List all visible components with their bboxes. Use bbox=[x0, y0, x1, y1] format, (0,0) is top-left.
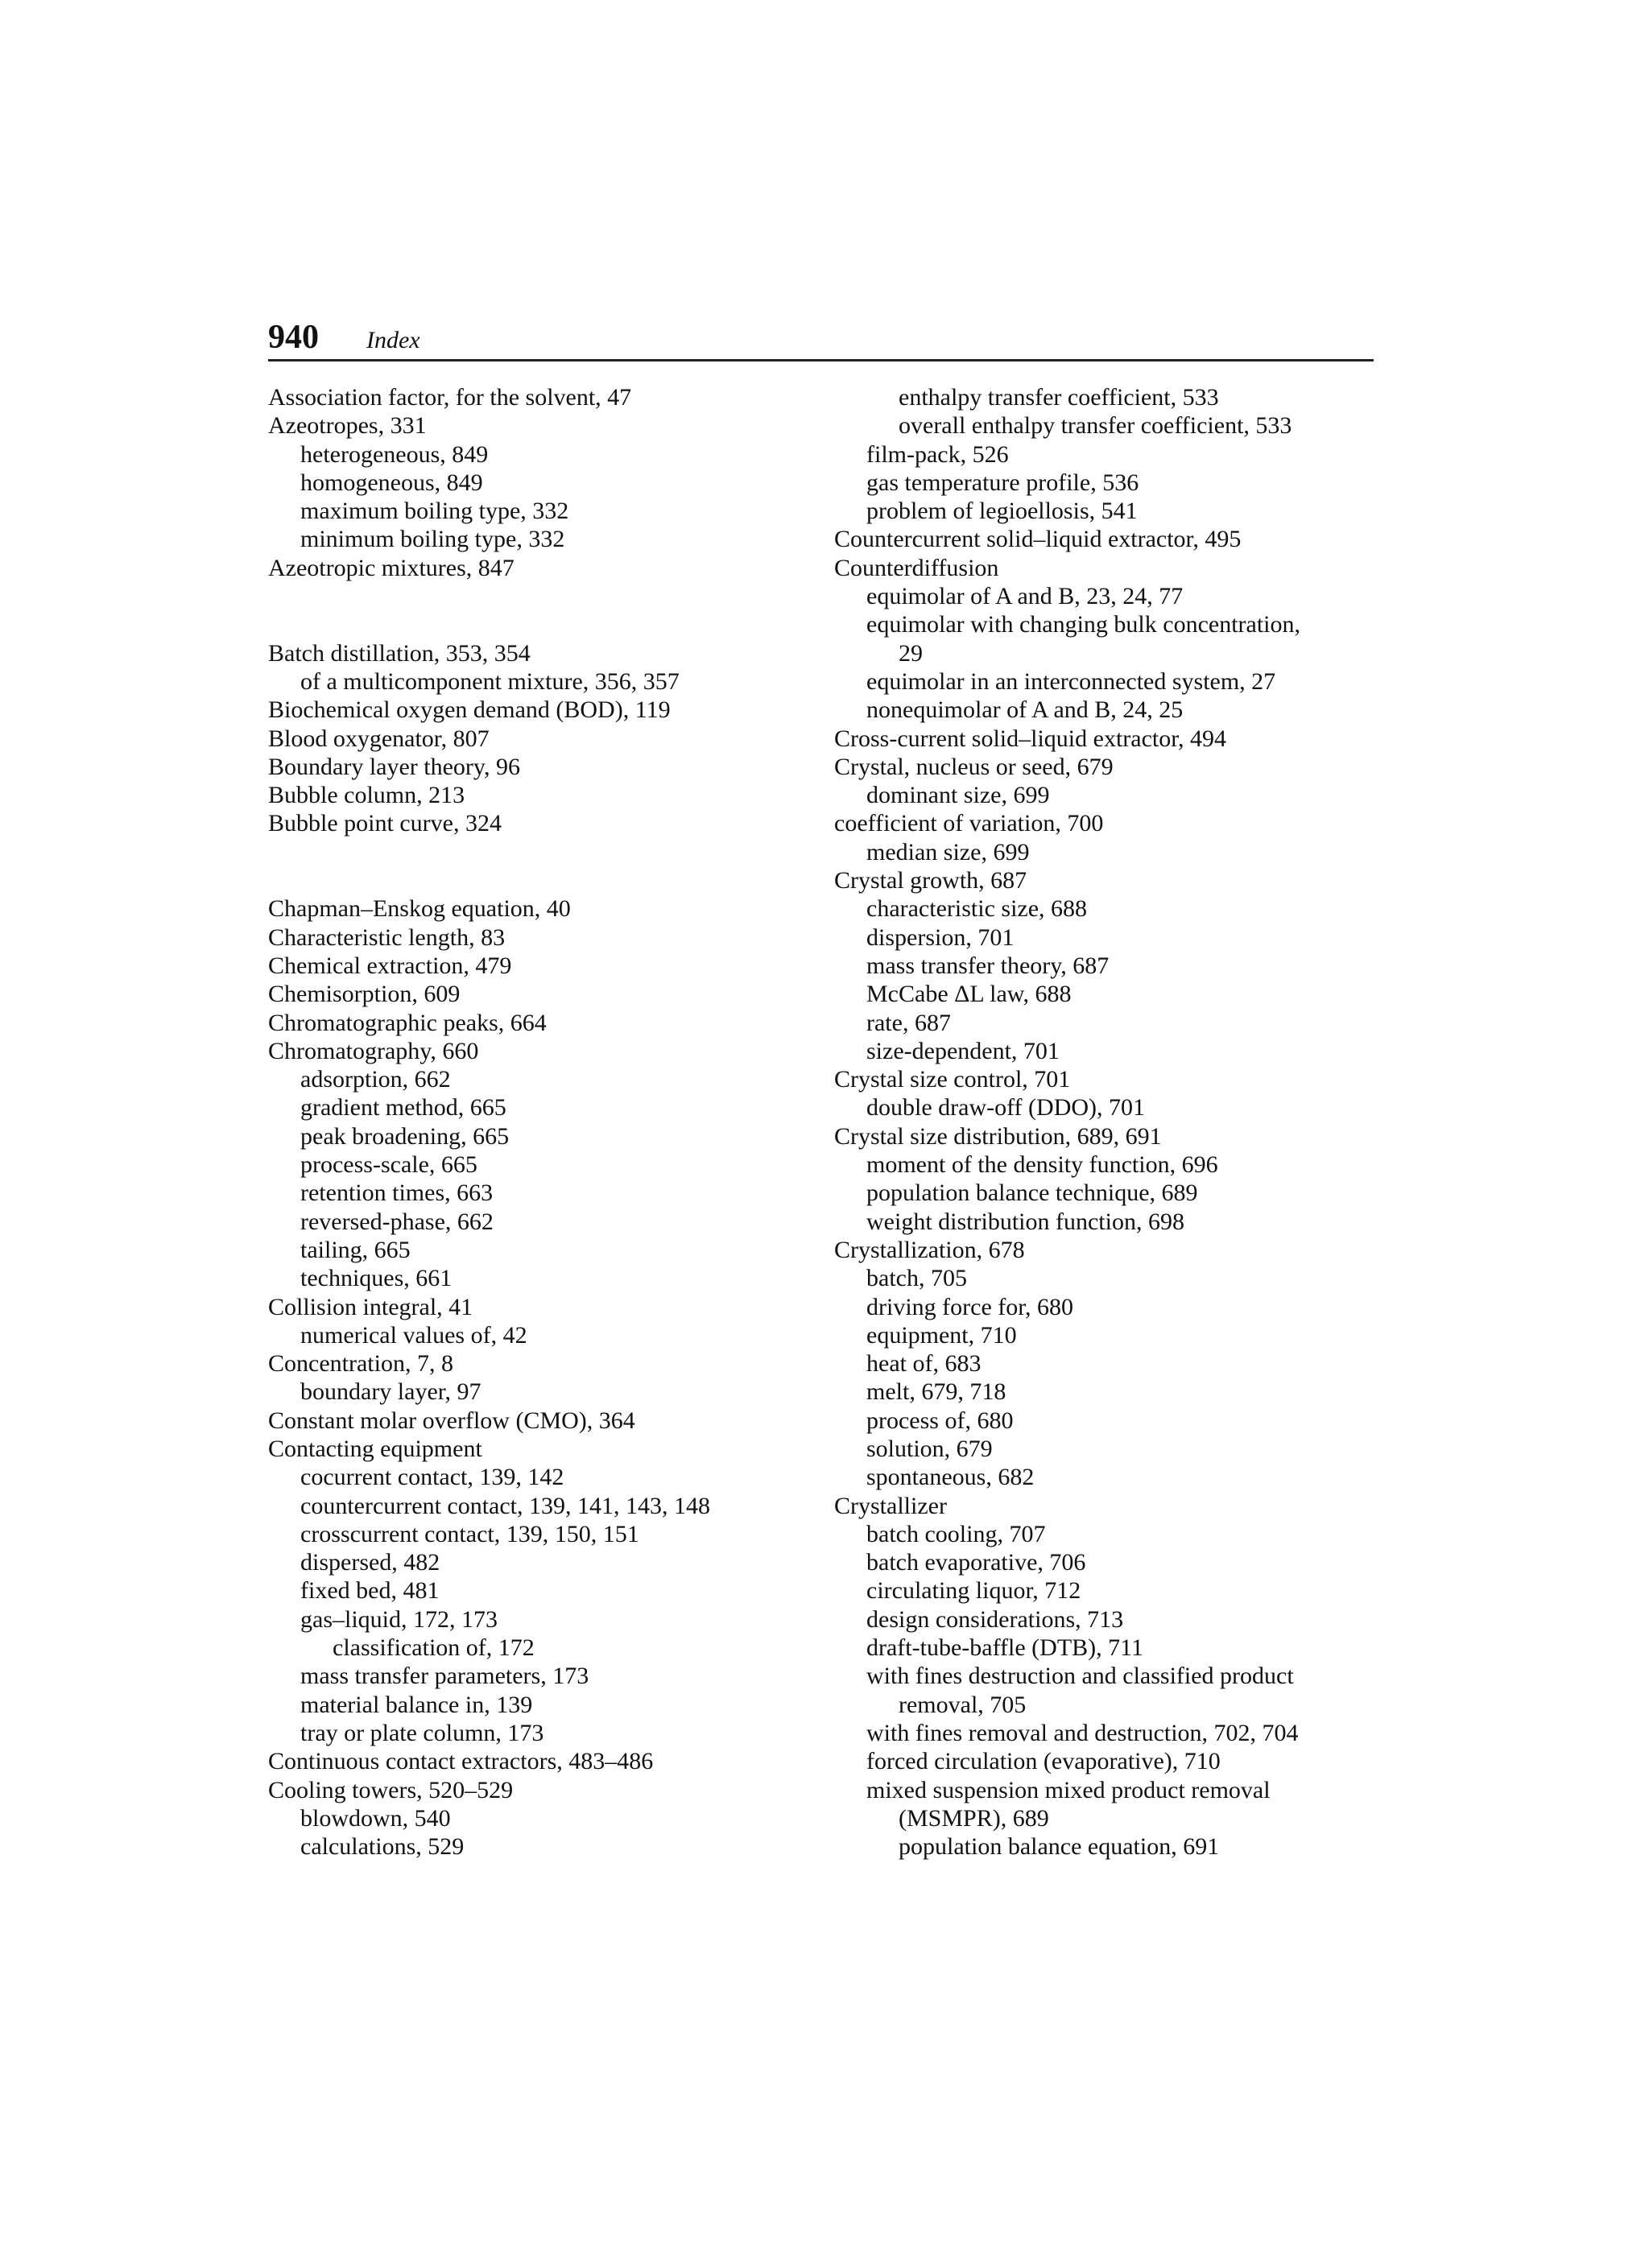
index-subentry: techniques, 661 bbox=[300, 1265, 453, 1292]
index-subentry: with fines destruction and classified product bbox=[866, 1663, 1294, 1690]
index-entry: Continuous contact extractors, 483–486 bbox=[268, 1748, 654, 1775]
index-entry: Counterdiffusion bbox=[834, 554, 999, 581]
index-subentry: heat of, 683 bbox=[866, 1350, 982, 1378]
index-subentry: mass transfer theory, 687 bbox=[866, 952, 1110, 979]
index-subentry: population balance equation, 691 bbox=[899, 1833, 1220, 1861]
index-subentry: double draw-off (DDO), 701 bbox=[866, 1094, 1146, 1122]
index-subentry: blowdown, 540 bbox=[300, 1804, 451, 1832]
index-subentry: removal, 705 bbox=[899, 1691, 1027, 1718]
index-subentry: circulating liquor, 712 bbox=[866, 1577, 1081, 1605]
index-subentry: population balance technique, 689 bbox=[866, 1179, 1198, 1207]
index-subentry: equipment, 710 bbox=[866, 1321, 1017, 1349]
index-entry: Crystal, nucleus or seed, 679 bbox=[834, 753, 1114, 780]
index-subentry: peak broadening, 665 bbox=[300, 1122, 510, 1150]
index-subentry: spontaneous, 682 bbox=[866, 1464, 1035, 1491]
index-entry: coefficient of variation, 700 bbox=[834, 810, 1104, 837]
index-subentry: overall enthalpy transfer coefficient, 533 bbox=[899, 412, 1292, 440]
index-subentry: draft-tube-baffle (DTB), 711 bbox=[866, 1634, 1144, 1662]
index-entry: Azeotropes, 331 bbox=[268, 412, 427, 440]
index-subentry: process-scale, 665 bbox=[300, 1151, 477, 1179]
index-subentry: crosscurrent contact, 139, 150, 151 bbox=[300, 1520, 639, 1547]
index-subentry: dispersion, 701 bbox=[866, 923, 1015, 951]
index-subentry: enthalpy transfer coefficient, 533 bbox=[899, 384, 1219, 411]
index-subentry: batch cooling, 707 bbox=[866, 1520, 1046, 1547]
index-subentry: gas–liquid, 172, 173 bbox=[300, 1605, 498, 1633]
index-subentry: dispersed, 482 bbox=[300, 1549, 440, 1576]
index-entry: Biochemical oxygen demand (BOD), 119 bbox=[268, 696, 671, 724]
index-subentry: mass transfer parameters, 173 bbox=[300, 1663, 589, 1690]
index-column-right bbox=[834, 383, 1375, 1861]
index-subentry: boundary layer, 97 bbox=[300, 1378, 481, 1406]
index-entry: Bubble point curve, 324 bbox=[268, 810, 502, 837]
index-subentry: rate, 687 bbox=[866, 1009, 951, 1036]
index-entry: Crystal growth, 687 bbox=[834, 867, 1027, 894]
index-subentry: homogeneous, 849 bbox=[300, 469, 483, 496]
index-subentry: equimolar in an interconnected system, 27 bbox=[866, 667, 1276, 695]
index-subentry: 29 bbox=[899, 639, 923, 667]
index-entry: Crystallizer bbox=[834, 1492, 947, 1519]
index-subentry: of a multicomponent mixture, 356, 357 bbox=[300, 667, 680, 695]
index-subentry: nonequimolar of A and B, 24, 25 bbox=[866, 696, 1184, 724]
index-entry: Contacting equipment bbox=[268, 1435, 482, 1462]
index-subentry: minimum boiling type, 332 bbox=[300, 526, 565, 553]
section-gap bbox=[268, 838, 809, 895]
index-subentry: film-pack, 526 bbox=[866, 440, 1009, 468]
index-subentry: with fines removal and destruction, 702, 704 bbox=[866, 1719, 1299, 1746]
index-subentry: (MSMPR), 689 bbox=[899, 1804, 1049, 1832]
index-subentry: batch, 705 bbox=[866, 1265, 967, 1292]
index-subentry: fixed bed, 481 bbox=[300, 1577, 440, 1605]
index-entry: Batch distillation, 353, 354 bbox=[268, 639, 531, 667]
running-header bbox=[268, 316, 1374, 361]
section-gap bbox=[268, 582, 809, 639]
index-subentry: forced circulation (evaporative), 710 bbox=[866, 1748, 1221, 1775]
index-subentry: countercurrent contact, 139, 141, 143, 148 bbox=[300, 1492, 711, 1519]
index-entry: Cross-current solid–liquid extractor, 494 bbox=[834, 725, 1227, 752]
index-subentry: calculations, 529 bbox=[300, 1833, 465, 1861]
index-subentry: material balance in, 139 bbox=[300, 1691, 533, 1718]
index-subentry: cocurrent contact, 139, 142 bbox=[300, 1464, 564, 1491]
index-subentry: McCabe ΔL law, 688 bbox=[866, 981, 1072, 1008]
index-entry: Bubble column, 213 bbox=[268, 782, 465, 809]
index-subentry: tray or plate column, 173 bbox=[300, 1719, 544, 1746]
index-subentry: gas temperature profile, 536 bbox=[866, 469, 1139, 496]
index-entry: Constant molar overflow (CMO), 364 bbox=[268, 1407, 635, 1434]
index-subentry: moment of the density function, 696 bbox=[866, 1151, 1218, 1179]
index-entry: Countercurrent solid–liquid extractor, 495 bbox=[834, 526, 1242, 553]
index-entry: Crystal size control, 701 bbox=[834, 1066, 1071, 1093]
index-subentry: adsorption, 662 bbox=[300, 1066, 451, 1093]
index-entry: Association factor, for the solvent, 47 bbox=[268, 384, 632, 411]
index-entry: Chemical extraction, 479 bbox=[268, 952, 512, 979]
index-entry: Blood oxygenator, 807 bbox=[268, 725, 490, 752]
index-subentry: equimolar of A and B, 23, 24, 77 bbox=[866, 583, 1184, 610]
index-subentry: numerical values of, 42 bbox=[300, 1321, 527, 1349]
index-subentry: equimolar with changing bulk concentration, bbox=[866, 611, 1301, 638]
index-subentry: process of, 680 bbox=[866, 1407, 1014, 1434]
index-entry: Chapman–Enskog equation, 40 bbox=[268, 895, 571, 923]
index-subentry: characteristic size, 688 bbox=[866, 895, 1088, 923]
index-subentry: melt, 679, 718 bbox=[866, 1378, 1006, 1406]
index-column-left bbox=[268, 383, 809, 1861]
index-entry: Chromatographic peaks, 664 bbox=[268, 1009, 547, 1036]
page-number: 940 bbox=[268, 319, 319, 356]
index-subentry: problem of legioellosis, 541 bbox=[866, 498, 1138, 525]
index-subentry: solution, 679 bbox=[866, 1435, 993, 1462]
index-entry: Crystal size distribution, 689, 691 bbox=[834, 1122, 1162, 1150]
index-subentry: heterogeneous, 849 bbox=[300, 440, 489, 468]
index-entry: Concentration, 7, 8 bbox=[268, 1350, 453, 1378]
index-subentry: maximum boiling type, 332 bbox=[300, 498, 569, 525]
index-subentry: dominant size, 699 bbox=[866, 782, 1050, 809]
index-entry: Azeotropic mixtures, 847 bbox=[268, 554, 515, 581]
index-subentry: gradient method, 665 bbox=[300, 1094, 506, 1122]
index-entry: Cooling towers, 520–529 bbox=[268, 1776, 514, 1803]
index-subentry: size-dependent, 701 bbox=[866, 1037, 1060, 1064]
index-entry: Collision integral, 41 bbox=[268, 1293, 473, 1320]
index-subentry: tailing, 665 bbox=[300, 1236, 411, 1263]
index-subentry: reversed-phase, 662 bbox=[300, 1208, 494, 1235]
running-head: Index bbox=[366, 327, 420, 353]
index-subentry: driving force for, 680 bbox=[866, 1293, 1074, 1320]
index-entry: Chemisorption, 609 bbox=[268, 981, 461, 1008]
index-entry: Crystallization, 678 bbox=[834, 1236, 1025, 1263]
index-subentry: retention times, 663 bbox=[300, 1179, 494, 1207]
index-subentry: weight distribution function, 698 bbox=[866, 1208, 1184, 1235]
index-entry: Chromatography, 660 bbox=[268, 1037, 479, 1064]
index-subentry: classification of, 172 bbox=[333, 1634, 535, 1662]
index-subentry: design considerations, 713 bbox=[866, 1605, 1124, 1633]
index-subentry: batch evaporative, 706 bbox=[866, 1549, 1086, 1576]
index-entry: Characteristic length, 83 bbox=[268, 923, 506, 951]
index-subentry: mixed suspension mixed product removal bbox=[866, 1776, 1271, 1803]
index-subentry: median size, 699 bbox=[866, 838, 1030, 865]
index-entry: Boundary layer theory, 96 bbox=[268, 753, 520, 780]
